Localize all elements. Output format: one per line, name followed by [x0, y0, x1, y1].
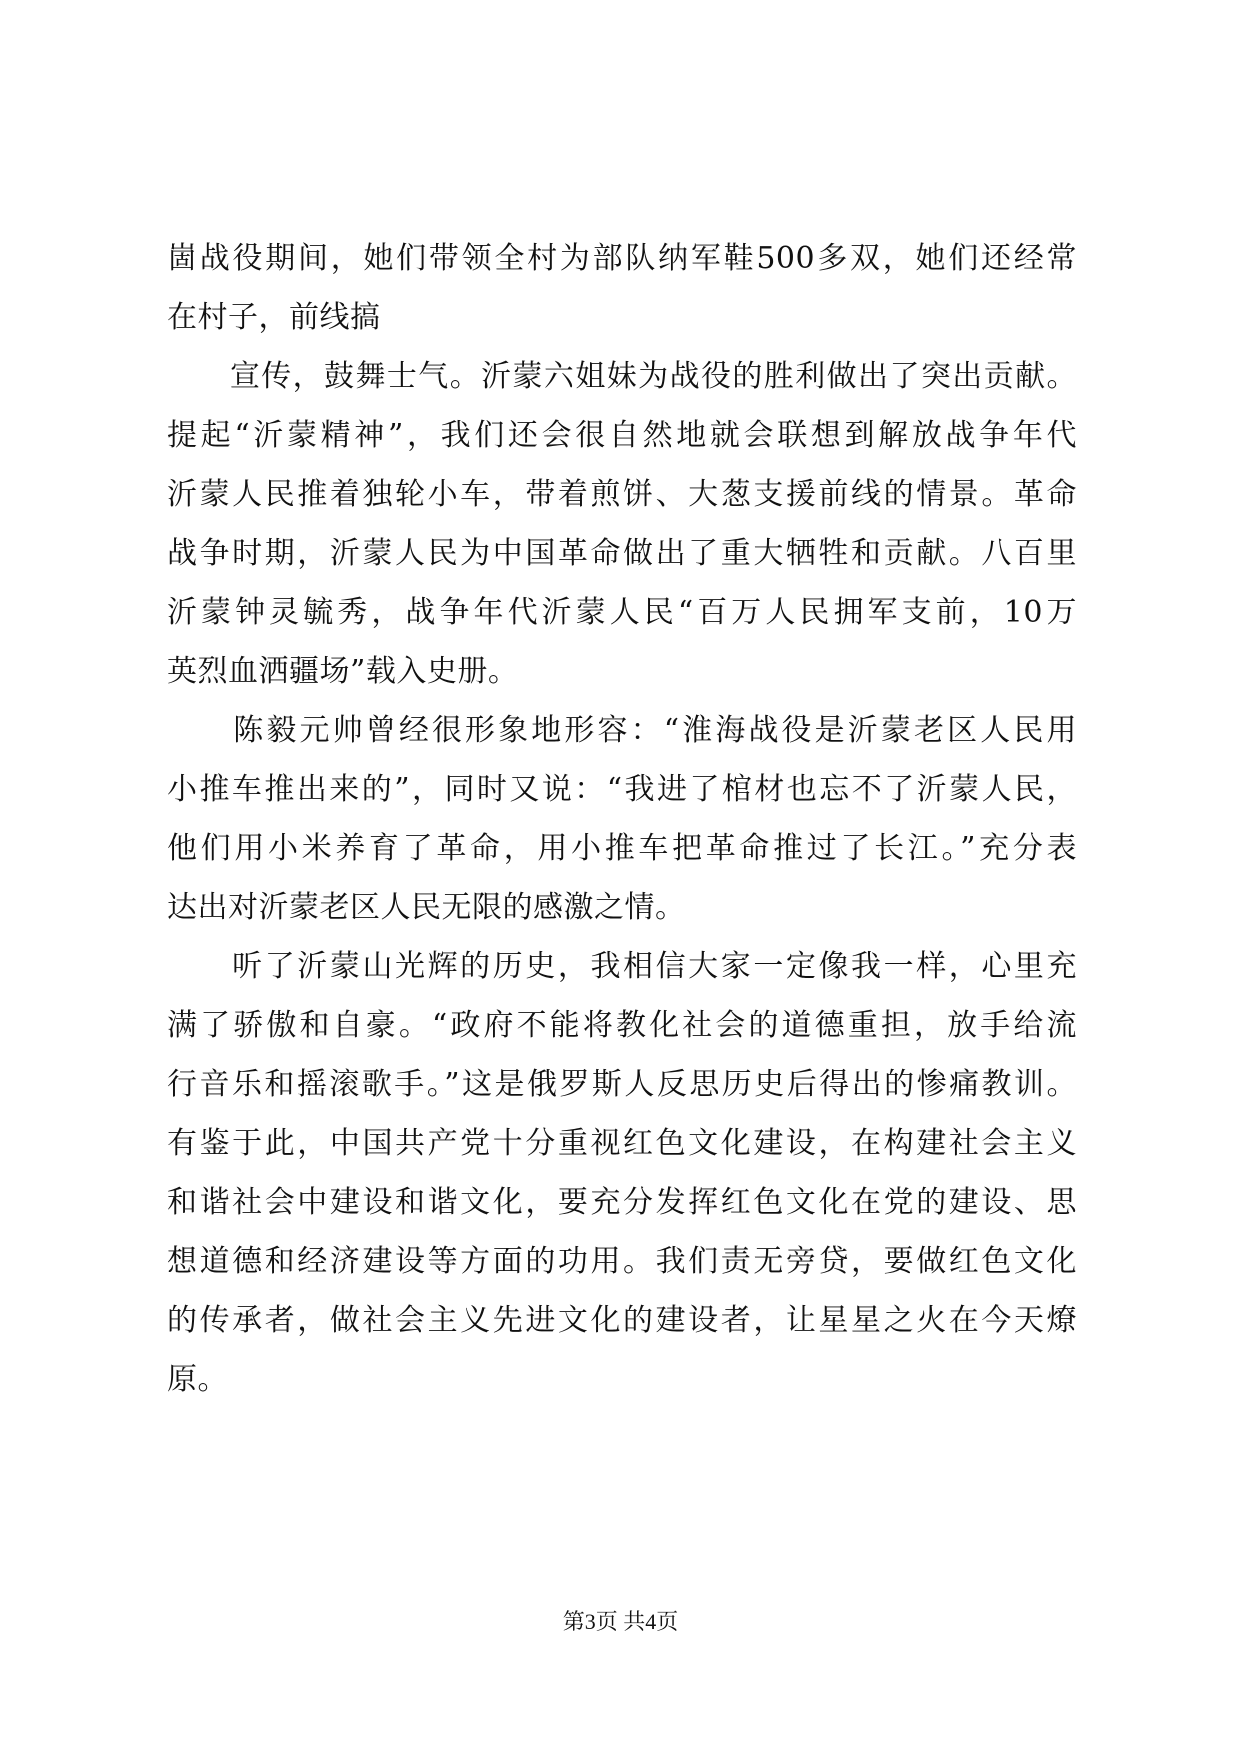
text-line: 想道德和经济建设等方面的功用。我们责无旁贷，要做红色文化	[167, 1244, 1077, 1279]
text-line: 行音乐和摇滚歌手。”这是俄罗斯人反思历史后得出的惨痛教训。	[167, 1067, 1077, 1102]
text-line: 提起“沂蒙精神”，我们还会很自然地就会联想到解放战争年代	[167, 418, 1077, 453]
text-line: 战争时期，沂蒙人民为中国革命做出了重大牺牲和贡献。八百里	[167, 536, 1077, 571]
text-line: 满了骄傲和自豪。“政府不能将教化社会的道德重担，放手给流	[167, 1008, 1077, 1043]
text-line: 他们用小米养育了革命，用小推车把革命推过了长江。”充分表	[167, 831, 1077, 866]
text-line: 在村子，前线搞	[167, 300, 381, 335]
page-footer	[0, 1608, 1241, 1636]
text-line: 和谐社会中建设和谐文化，要充分发挥红色文化在党的建设、思	[167, 1185, 1077, 1220]
text-line: 陈毅元帅曾经很形象地形容：“淮海战役是沂蒙老区人民用	[167, 713, 1077, 748]
text-line: 沂蒙钟灵毓秀，战争年代沂蒙人民“百万人民拥军支前，10万	[167, 595, 1077, 630]
text-line: 听了沂蒙山光辉的历史，我相信大家一定像我一样，心里充	[167, 949, 1077, 984]
text-line: 达出对沂蒙老区人民无限的感激之情。	[167, 890, 686, 925]
text-line: 原。	[167, 1362, 228, 1397]
text-line: 宣传，鼓舞士气。沂蒙六姐妹为战役的胜利做出了突出贡献。	[167, 359, 1077, 394]
text-line: 英烈血洒疆场”载入史册。	[167, 654, 519, 689]
text-line: 小推车推出来的”，同时又说：“我进了棺材也忘不了沂蒙人民，	[167, 772, 1077, 807]
text-line: 有鉴于此，中国共产党十分重视红色文化建设，在构建社会主义	[167, 1126, 1077, 1161]
text-line: 沂蒙人民推着独轮小车，带着煎饼、大葱支援前线的情景。革命	[167, 477, 1077, 512]
text-line: 的传承者，做社会主义先进文化的建设者，让星星之火在今天燎	[167, 1303, 1077, 1338]
text-line: 崮战役期间，她们带领全村为部队纳军鞋500多双，她们还经常	[167, 241, 1077, 276]
page-indicator: 第3页 共4页	[562, 1609, 679, 1634]
body-text	[167, 229, 1077, 1409]
